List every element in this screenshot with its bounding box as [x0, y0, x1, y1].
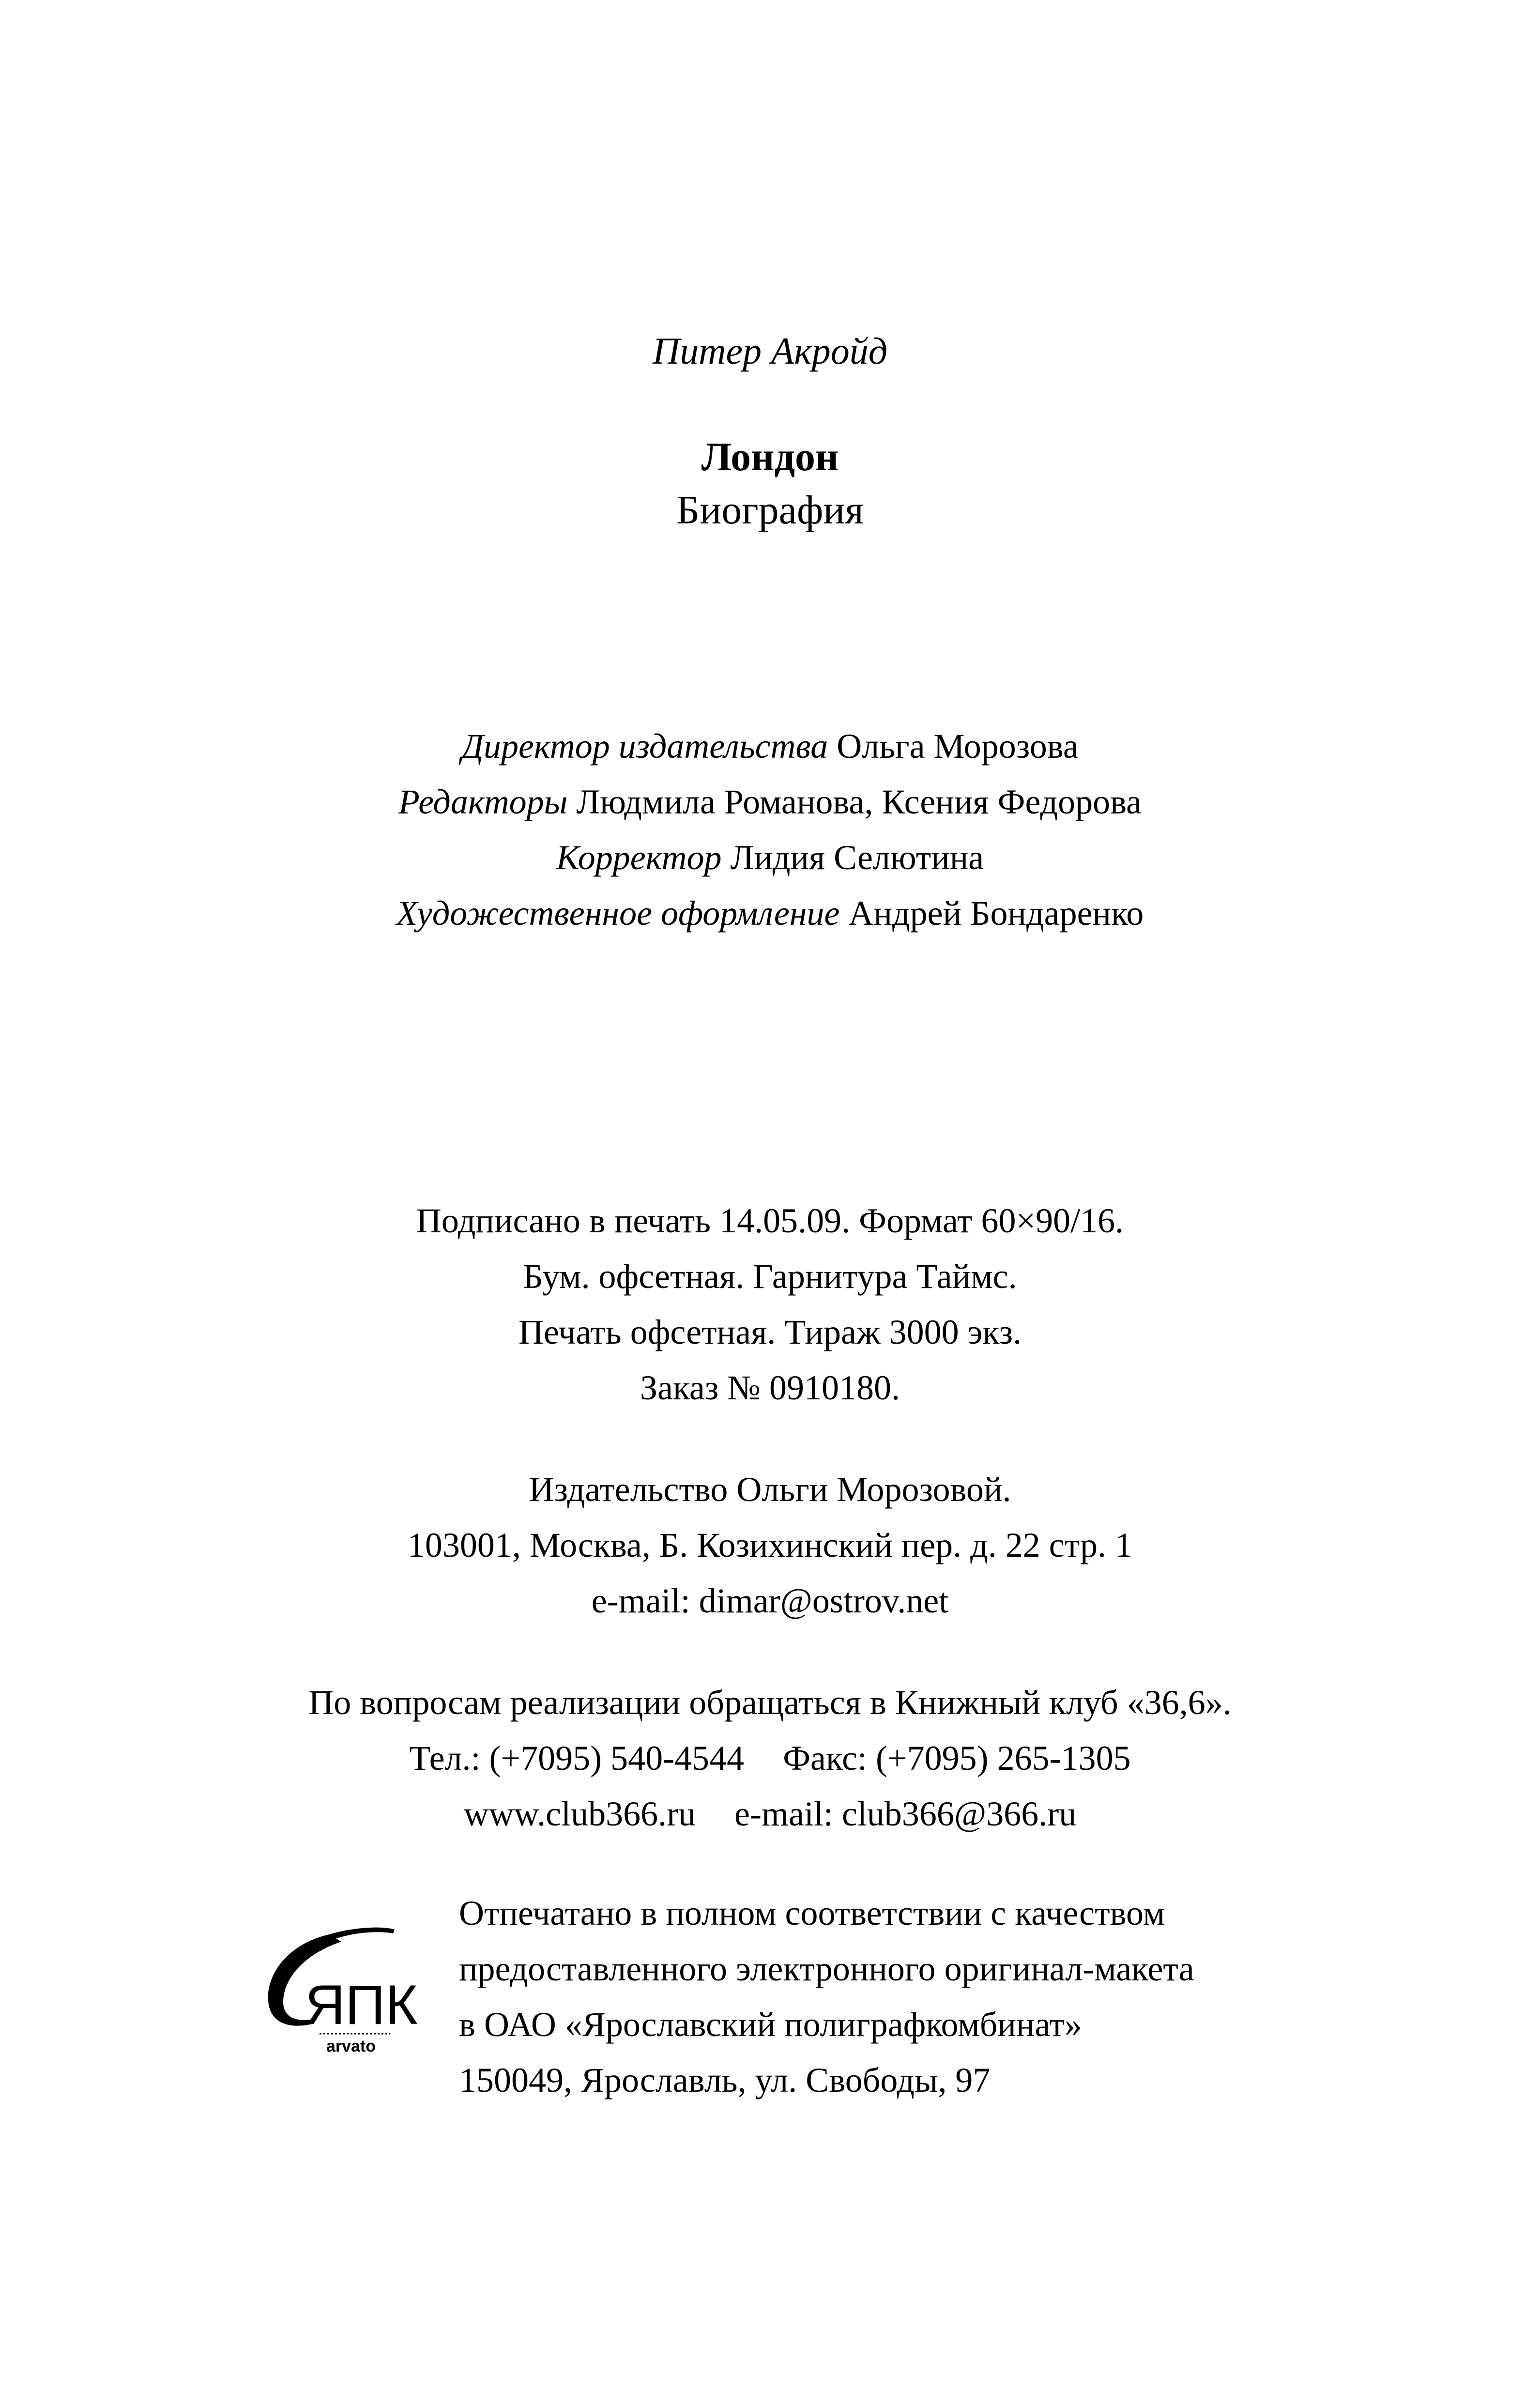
yapk-logo-icon: [257, 1915, 431, 2060]
credit-line: [0, 726, 1540, 767]
imprint-line: Подписано в печать 14.05.09. Формат 60×90/16.: [416, 1201, 1124, 1240]
credit-role: Корректор: [556, 838, 722, 877]
printer-line: в ОАО «Ярославский полиграфкомбинат»: [459, 2005, 1082, 2044]
credit-role: Директор издательства: [461, 727, 828, 766]
sales-website-link[interactable]: www.club366.ru: [463, 1794, 696, 1833]
logo-subtext: arvato: [326, 2037, 376, 2055]
credit-role: Редакторы: [398, 782, 568, 821]
credit-line: [0, 893, 1540, 934]
sales-contacts: [0, 1738, 1540, 1778]
sales-tel: Тел.: (+7095) 540-4544: [409, 1739, 745, 1778]
logo-text: ЯПК: [305, 1974, 418, 2036]
book-subtitle: Биография: [676, 488, 864, 533]
imprint-line: Печать офсетная. Тираж 3000 экз.: [518, 1313, 1022, 1351]
credit-line: [0, 838, 1540, 878]
credit-name: Людмила Романова, Ксения Федорова: [576, 782, 1142, 821]
imprint-line: Бум. офсетная. Гарнитура Таймс.: [523, 1257, 1017, 1296]
credit-name: Лидия Селютина: [730, 838, 984, 877]
printer-logo: [257, 1915, 431, 2060]
credit-name: Ольга Морозова: [837, 727, 1079, 766]
sales-info: По вопросам реализации обращаться в Книжный клуб «36,6».: [308, 1683, 1232, 1722]
publisher-address: 103001, Москва, Б. Козихинский пер. д. 22 стр. 1: [407, 1526, 1133, 1564]
credit-line: [0, 782, 1540, 822]
credit-role: Художественное оформление: [396, 894, 840, 933]
printer-line: Отпечатано в полном соответствии с качеством: [459, 1894, 1165, 1932]
publisher-email: e-mail: dimar@ostrov.net: [591, 1581, 949, 1620]
book-title: Лондон: [701, 434, 839, 479]
sales-fax: Факс: (+7095) 265-1305: [783, 1739, 1131, 1778]
credit-name: Андрей Бондаренко: [848, 894, 1144, 933]
sales-email-link[interactable]: e-mail: club366@366.ru: [734, 1794, 1077, 1833]
author-name: Питер Акройд: [652, 330, 888, 372]
printer-line: предоставленного электронного оригинал-макета: [459, 1949, 1194, 1988]
sales-web: [0, 1794, 1540, 1834]
imprint-line: Заказ № 0910180.: [640, 1368, 900, 1407]
publisher-name: Издательство Ольги Морозовой.: [529, 1470, 1011, 1509]
printer-line: 150049, Ярославль, ул. Свободы, 97: [459, 2061, 991, 2100]
